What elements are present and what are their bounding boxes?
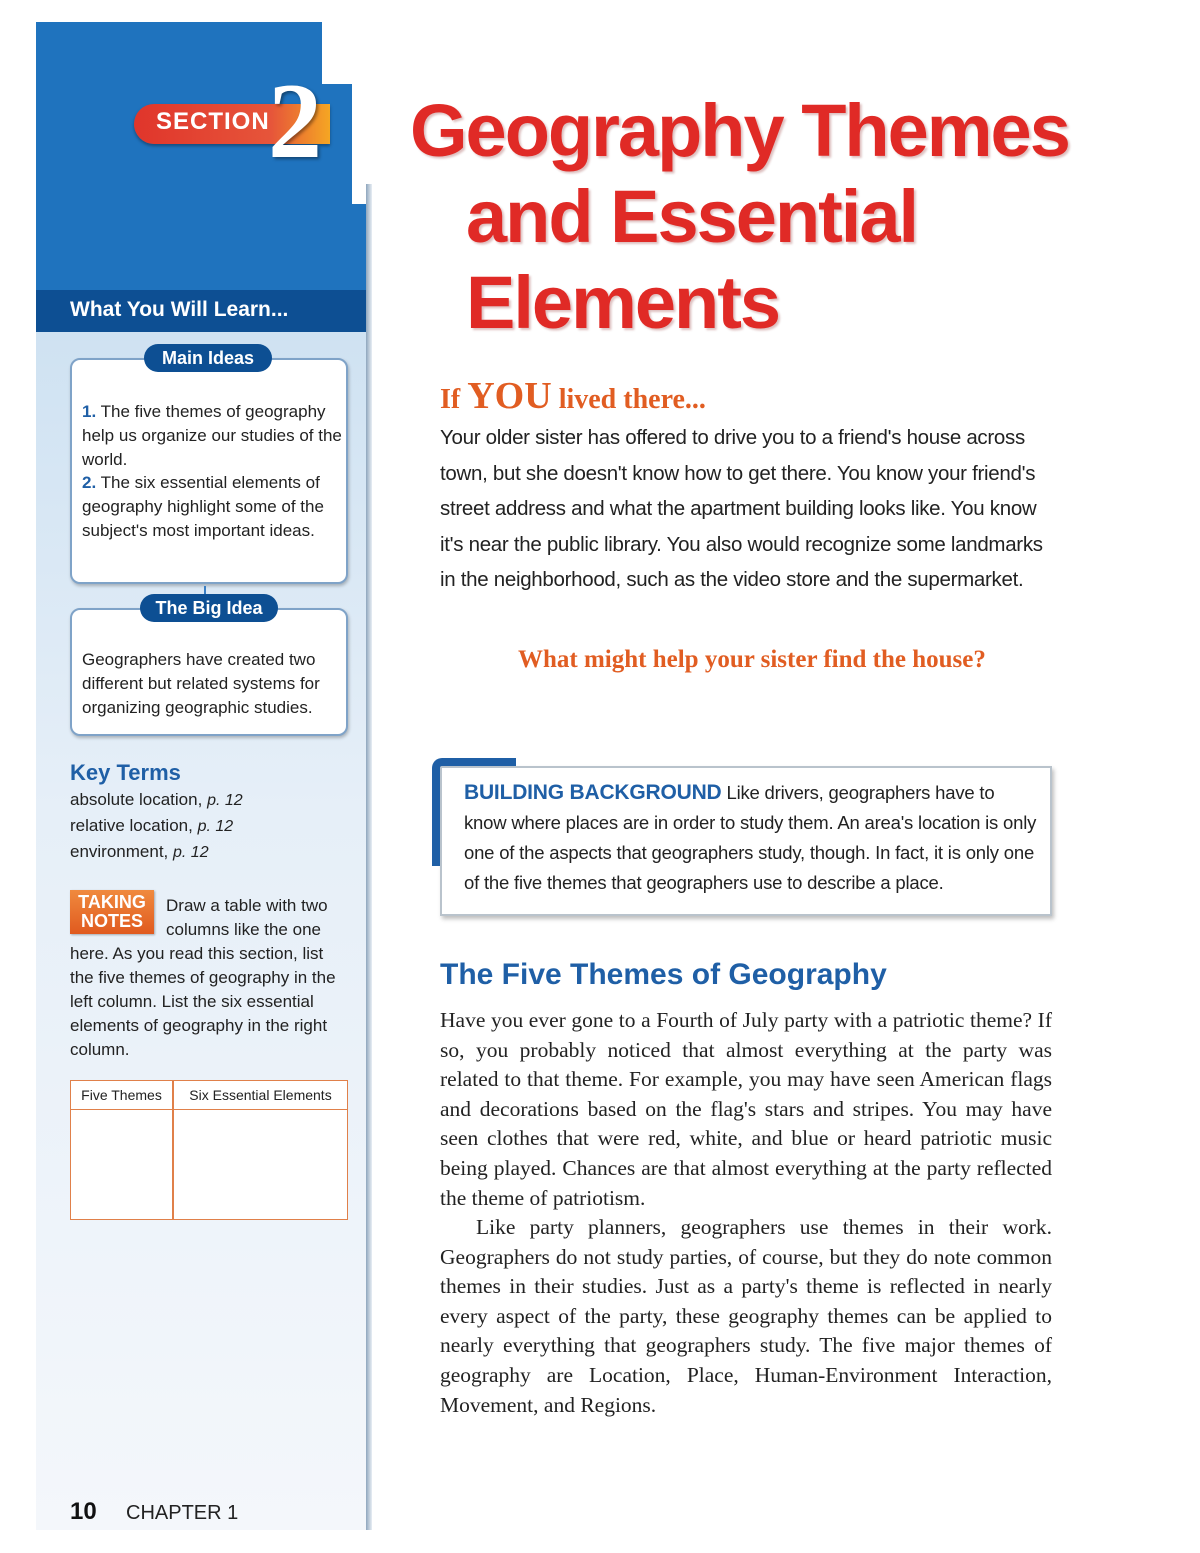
notes-table	[70, 1080, 348, 1220]
page-number: 10	[70, 1498, 97, 1525]
section-label: SECTION	[156, 108, 270, 135]
title-line-2: and Essential	[466, 175, 918, 258]
taking-notes-line2: columns like the one	[166, 920, 321, 939]
main-idea-1	[82, 400, 342, 472]
key-term-2	[70, 816, 233, 836]
title-line-1: Geography Themes	[410, 89, 1069, 172]
key-term-1-text: absolute location,	[70, 790, 203, 809]
main-idea-1-number: 1.	[82, 402, 97, 421]
key-terms-title: Key Terms	[70, 760, 181, 785]
building-background-body: Like drivers, geographers have to know where places are in order to study them. An area's location is only one of the aspects that geographers study, though. In fact, it is only one of the five themes that geographers use to describe a place.	[464, 782, 1037, 893]
key-term-3-text: environment,	[70, 842, 169, 861]
key-term-3-page: p. 12	[173, 844, 209, 861]
scenario-text: Your older sister has offered to drive you to a friend's house across town, but she doesn't know how to get there. You know your friend's street address and what the apartment building looks like. You know it's near the public library. You also would recognize some landmarks in the neighborhood, such as the video store and the supermarket.	[440, 426, 1043, 591]
table-header-six-elements: Six Essential Elements	[174, 1081, 347, 1110]
sidebar-tab-notch	[322, 22, 370, 84]
if-you-big: YOU	[467, 375, 552, 417]
key-term-1-page: p. 12	[207, 792, 243, 809]
scenario-question: What might help your sister find the house?	[518, 646, 986, 673]
if-you-post: lived there...	[551, 384, 706, 415]
what-you-will-learn-title: What You Will Learn...	[70, 298, 289, 321]
section-number: 2	[268, 62, 322, 181]
main-idea-1-text: The five themes of geography help us organize our studies of the world.	[82, 402, 342, 469]
sidebar	[36, 22, 370, 1530]
key-term-2-page: p. 12	[197, 818, 234, 835]
big-idea-label: The Big Idea	[140, 594, 278, 622]
section-heading: The Five Themes of Geography	[440, 958, 887, 991]
chapter-label: CHAPTER 1	[126, 1502, 239, 1524]
big-idea-text: Geographers have created two different but related systems for organizing geographic studies.	[82, 650, 320, 717]
if-you-pre: If	[440, 384, 468, 415]
main-idea-2-number: 2.	[82, 473, 97, 492]
main-idea-2-text: The six essential elements of geography highlight some of the subject's most important ideas.	[82, 473, 324, 540]
taking-notes-text: here. As you read this section, list the five themes of geography in the left column. List the six essential elements of geography in the right column.	[70, 944, 336, 1059]
main-ideas-label: Main Ideas	[144, 344, 272, 372]
key-term-3	[70, 842, 209, 862]
sidebar-edge-shadow	[366, 184, 372, 1530]
taking-notes-badge-line1: TAKING	[78, 892, 146, 912]
taking-notes-line1: Draw a table with two	[166, 896, 328, 915]
main-idea-2	[82, 471, 342, 543]
title-line-3: Elements	[466, 261, 780, 344]
taking-notes-badge	[70, 890, 154, 934]
if-you-lived-there-heading	[440, 374, 706, 418]
paragraph-2: Like party planners, geographers use themes in their work. Geographers do not study parties, of course, but they do note common themes in their studies. Just as a party's theme is reflected in nearly every aspect of the party, these geography themes can be applied to nearly everything that geographers study. The five major themes of geography are Location, Place, Human-Environment Interaction, Movement, and Regions.	[440, 1215, 1052, 1417]
table-column-divider	[172, 1081, 174, 1219]
key-term-1	[70, 790, 243, 810]
building-background-title: BUILDING BACKGROUND	[464, 781, 722, 804]
key-term-2-text: relative location,	[70, 816, 193, 835]
page-title	[410, 88, 1110, 346]
building-background-text	[464, 778, 1040, 898]
paragraph-1: Have you ever gone to a Fourth of July party with a patriotic theme? If so, you probably noticed that almost everything at the party was related to that theme. For example, you may have seen American flags and decorations based on the flag's stars and stripes. You may have seen clothes that were red, white, and blue or heard patriotic music being played. Chances are that almost everything at the party reflected the theme of patriotism.	[440, 1008, 1052, 1210]
table-header-five-themes: Five Themes	[71, 1081, 172, 1110]
taking-notes-badge-line2: NOTES	[80, 911, 143, 931]
